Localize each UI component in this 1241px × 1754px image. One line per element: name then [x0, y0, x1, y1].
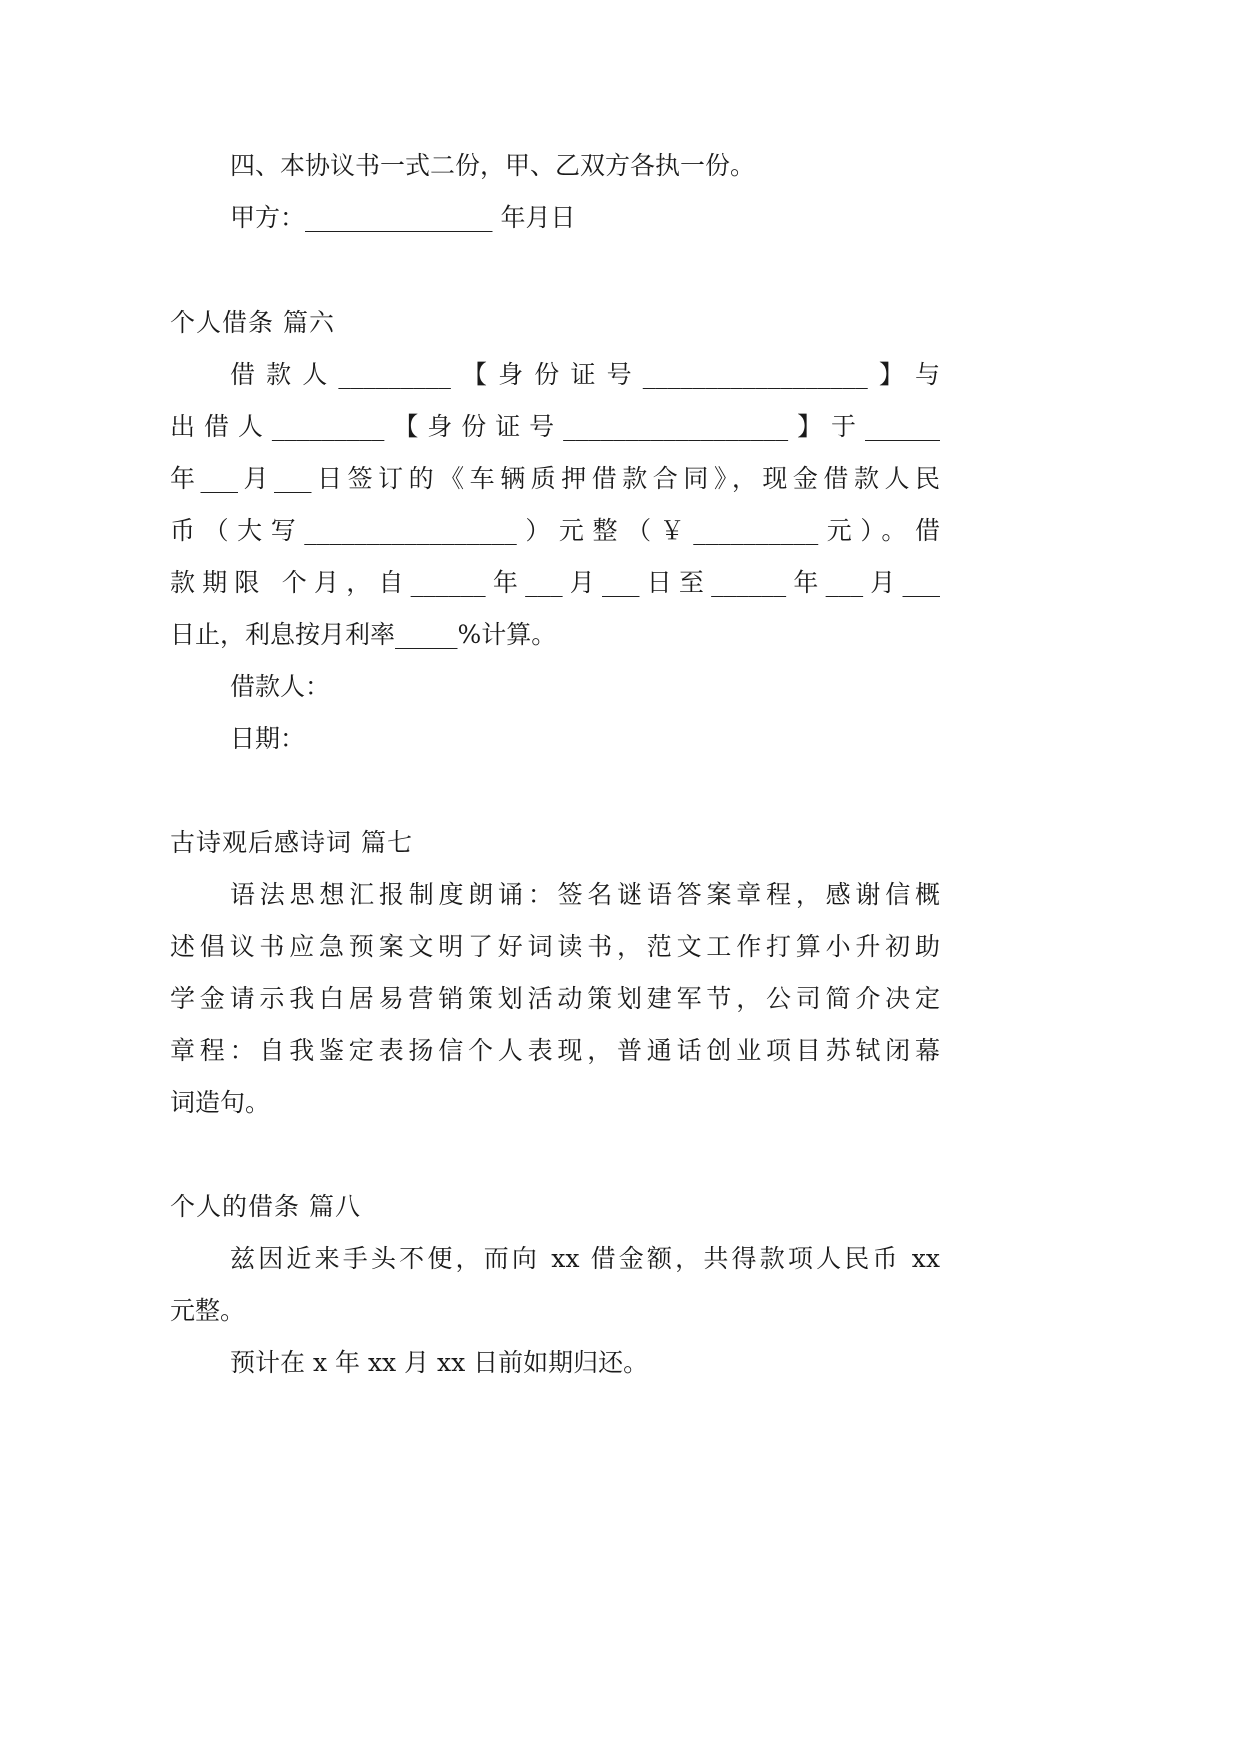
- section-six-paragraph-line: 日止，利息按月利率_____%计算。: [170, 620, 557, 649]
- party-a-signature-line: 甲方：_______________ 年月日: [230, 203, 576, 232]
- section-six-paragraph-line: 币（大写_________________）元整（￥__________元）。借: [170, 516, 940, 545]
- section-six-paragraph-line: 出借人_________【身份证号__________________】于______: [170, 412, 940, 441]
- date-label: 日期：: [230, 724, 306, 753]
- clause-four: 四、本协议书一式二份，甲、乙双方各执一份。: [230, 151, 756, 180]
- section-eight-paragraph-line: 元整。: [170, 1296, 246, 1325]
- section-seven-paragraph-line: 词造句。: [170, 1088, 271, 1117]
- section-eight-paragraph-line: 兹因近来手头不便，而向 xx 借金额，共得款项人民币 xx: [230, 1244, 940, 1273]
- repayment-date-line: 预计在 x 年 xx 月 xx 日前如期归还。: [230, 1348, 649, 1377]
- section-seven-heading: 古诗观后感诗词 篇七: [170, 828, 413, 857]
- borrower-label: 借款人：: [230, 672, 331, 701]
- section-six-heading: 个人借条 篇六: [170, 308, 335, 337]
- section-seven-paragraph-line: 述倡议书应急预案文明了好词读书，范文工作打算小升初助: [170, 932, 940, 961]
- section-seven-paragraph-line: 语法思想汇报制度朗诵：签名谜语答案章程，感谢信概: [230, 880, 940, 909]
- section-eight-heading: 个人的借条 篇八: [170, 1192, 361, 1221]
- section-six-paragraph-line: 款期限 个月，自______年___月___日至______年___月___: [170, 568, 940, 597]
- section-seven-paragraph-line: 学金请示我白居易营销策划活动策划建军节，公司简介决定: [170, 984, 940, 1013]
- section-six-paragraph-line: 借款人_________【身份证号__________________】与: [230, 360, 940, 389]
- section-seven-paragraph-line: 章程：自我鉴定表扬信个人表现，普通话创业项目苏轼闭幕: [170, 1036, 940, 1065]
- section-six-paragraph-line: 年___月___日签订的《车辆质押借款合同》，现金借款人民: [170, 464, 940, 493]
